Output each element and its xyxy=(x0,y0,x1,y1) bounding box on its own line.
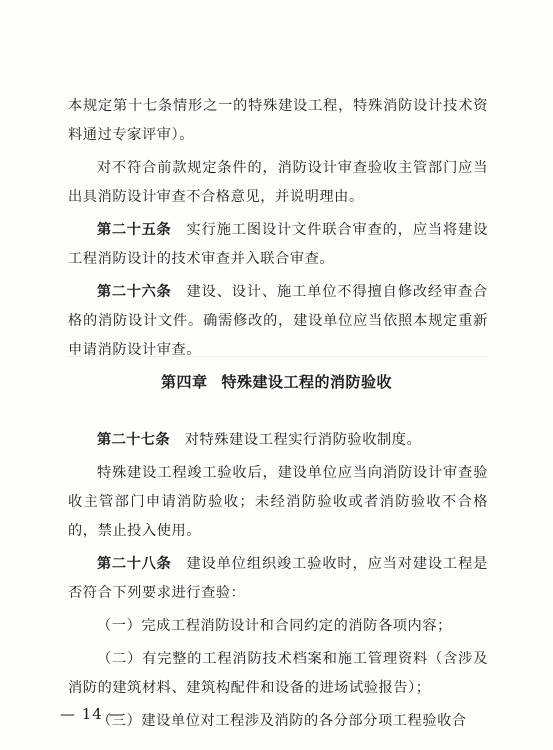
paragraph-acceptance: 特殊建设工程竣工验收后，建设单位应当向消防设计审查验收主管部门申请消防验收；未经消防验收或者消防验收不合格的，禁止投入使用。 xyxy=(68,465,488,539)
article-28-text: 建设单位组织竣工验收时，应当对建设工程是否符合下列要求进行查验： xyxy=(68,556,488,601)
article-25-text: 实行施工图设计文件联合审查的，应当将建设工程消防设计的技术审查并入联合审查。 xyxy=(68,222,488,267)
chapter-title-text: 特殊建设工程的消防验收 xyxy=(221,373,393,391)
article-27 xyxy=(68,426,488,455)
article-27-number: 第二十七条 xyxy=(97,432,170,448)
article-26-number: 第二十六条 xyxy=(97,284,172,300)
section-upper xyxy=(68,92,488,369)
article-25-number: 第二十五条 xyxy=(97,222,172,238)
article-26 xyxy=(68,278,488,365)
article-27-text: 对特殊建设工程实行消防验收制度。 xyxy=(184,432,422,448)
section-lower xyxy=(68,426,488,740)
list-item-1: （一）完成工程消防设计和合同约定的消防各项内容； xyxy=(97,618,452,634)
faint-divider xyxy=(66,356,488,357)
article-28 xyxy=(68,550,488,608)
paragraph-rejection: 对不符合前款规定条件的，消防设计审查验收主管部门应当出具消防设计审查不合格意见，并说明理由。 xyxy=(68,160,488,205)
article-28-number: 第二十八条 xyxy=(97,556,172,572)
article-26-text: 建设、设计、施工单位不得擅自修改经审查合格的消防设计文件。确需修改的，建设单位应当依照本规定重新申请消防设计审查。 xyxy=(68,284,488,358)
paragraph-continuation: 本规定第十七条情形之一的特殊建设工程，特殊消防设计技术资料通过专家评审）。 xyxy=(68,98,488,143)
article-25 xyxy=(68,216,488,274)
page-number: — 14 — xyxy=(60,705,125,723)
list-item-3: （三）建设单位对工程涉及消防的各分部分项工程验收合 xyxy=(97,713,467,729)
list-item-2: （二）有完整的工程消防技术档案和施工管理资料（含涉及消防的建筑材料、建筑构配件和设备的进场试验报告）； xyxy=(68,651,488,696)
chapter-heading xyxy=(0,371,553,392)
chapter-number: 第四章 xyxy=(160,373,208,391)
